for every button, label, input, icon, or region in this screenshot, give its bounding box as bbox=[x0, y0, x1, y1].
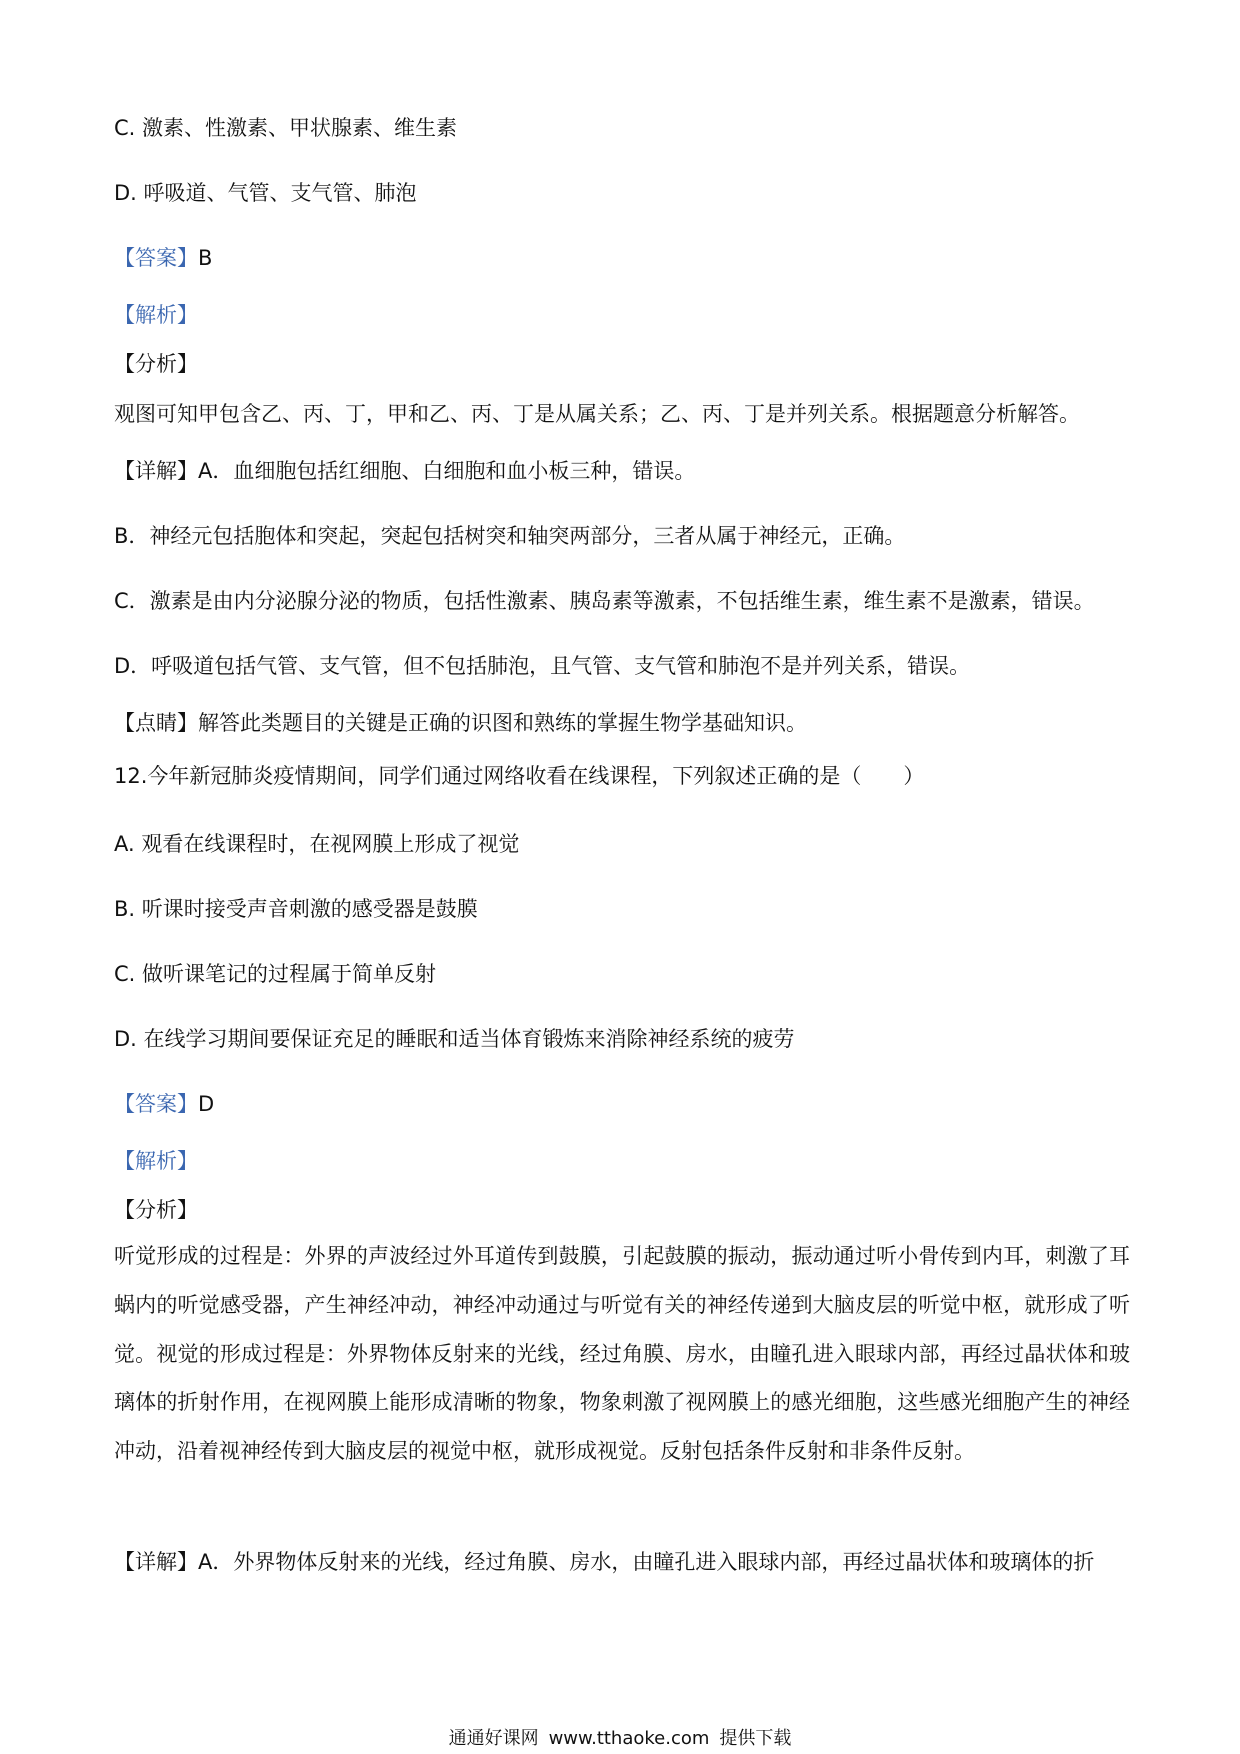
detail-c: C．激素是由内分泌腺分泌的物质，包括性激素、胰岛素等激素，不包括维生素，维生素不是激素，错误。 bbox=[114, 589, 1095, 613]
q12-option-a: A. 观看在线课程时，在视网膜上形成了视觉 bbox=[114, 832, 520, 856]
question-12-stem: 12.今年新冠肺炎疫情期间，同学们通过网络收看在线课程，下列叙述正确的是（ ） bbox=[114, 764, 925, 788]
q12-analysis-tag bbox=[114, 1147, 1134, 1175]
q12-fenxi-tag: 【分析】 bbox=[114, 1198, 198, 1222]
footer-suffix: 提供下载 bbox=[719, 1728, 792, 1749]
q12-detail-tag: 【详解】 bbox=[114, 1550, 198, 1574]
page-footer bbox=[0, 1727, 1240, 1751]
q12-answer-line bbox=[114, 1090, 1134, 1118]
detail-a: A．血细胞包括红细胞、白细胞和血小板三种，错误。 bbox=[198, 459, 696, 483]
q12-answer-tag: 【答案】 bbox=[114, 1092, 198, 1116]
answer-value: B bbox=[198, 246, 213, 270]
q12-option-c: C. 做听课笔记的过程属于简单反射 bbox=[114, 962, 437, 986]
q12-analysis-tag-text: 【解析】 bbox=[114, 1149, 198, 1173]
detail-d: D．呼吸道包括气管、支气管，但不包括肺泡，且气管、支气管和肺泡不是并列关系，错误。 bbox=[114, 654, 971, 678]
q12-option-b: B. 听课时接受声音刺激的感受器是鼓膜 bbox=[114, 897, 478, 921]
option-d: D. 呼吸道、气管、支气管、肺泡 bbox=[114, 181, 417, 205]
fenxi-tag: 【分析】 bbox=[114, 352, 198, 376]
footer-url: www.tthaoke.com bbox=[548, 1728, 710, 1749]
detail-a-line bbox=[114, 457, 1134, 485]
footer-site-name: 通通好课网 bbox=[448, 1728, 539, 1749]
dianjing-tag: 【点睛】 bbox=[114, 711, 198, 735]
fenxi-text: 观图可知甲包含乙、丙、丁，甲和乙、丙、丁是从属关系；乙、丙、丁是并列关系。根据题意分析解答。 bbox=[114, 402, 1080, 426]
detail-tag: 【详解】 bbox=[114, 459, 198, 483]
option-c: C. 激素、性激素、甲状腺素、维生素 bbox=[114, 116, 458, 140]
detail-b: B．神经元包括胞体和突起，突起包括树突和轴突两部分，三者从属于神经元，正确。 bbox=[114, 524, 906, 548]
dianjing-line bbox=[114, 709, 1134, 737]
answer-line bbox=[114, 244, 1134, 272]
q12-option-d: D. 在线学习期间要保证充足的睡眠和适当体育锻炼来消除神经系统的疲劳 bbox=[114, 1027, 795, 1051]
dianjing-text: 解答此类题目的关键是正确的识图和熟练的掌握生物学基础知识。 bbox=[198, 711, 807, 735]
q12-fenxi-text: 听觉形成的过程是：外界的声波经过外耳道传到鼓膜，引起鼓膜的振动，振动通过听小骨传到内耳，刺激了耳蜗内的听觉感受器，产生神经冲动，神经冲动通过与听觉有关的神经传递到大脑皮层的听觉中枢，就形成了听觉。视觉的形成过程是：外界物体反射来的光线，经过角膜、房水，由瞳孔进入眼球内部，再经过晶状体和玻璃体的折射作用，在视网膜上能形成清晰的物象，物象刺激了视网膜上的感光细胞，这些感光细胞产生的神经冲动，沿着视神经传到大脑皮层的视觉中枢，就形成视觉。反射包括条件反射和非条件反射。 bbox=[114, 1244, 1130, 1464]
q12-detail-a: A．外界物体反射来的光线，经过角膜、房水，由瞳孔进入眼球内部，再经过晶状体和玻璃体的折 bbox=[198, 1550, 1095, 1574]
q12-answer-value: D bbox=[198, 1092, 215, 1116]
analysis-tag bbox=[114, 301, 1134, 329]
q12-detail-a-line bbox=[114, 1548, 1134, 1576]
answer-tag: 【答案】 bbox=[114, 246, 198, 270]
analysis-tag-text: 【解析】 bbox=[114, 303, 198, 327]
